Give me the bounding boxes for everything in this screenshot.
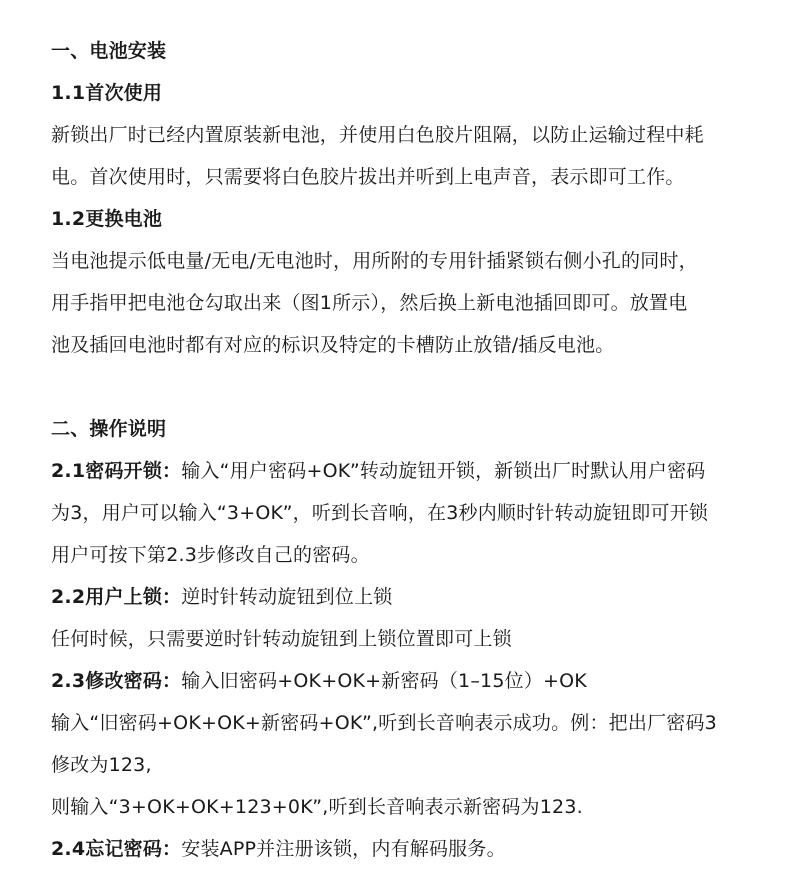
item-text: 输入旧密码+OK+OK+新密码（1–15位）+OK	[181, 670, 587, 692]
item-text: 安装APP并注册该锁，内有解码服务。	[181, 838, 506, 860]
paragraph-line: 任何时候，只需要逆时针转动旋钮到上锁位置即可上锁	[51, 628, 512, 650]
paragraph-line: 输入“旧密码+OK+OK+新密码+OK”,听到长音响表示成功。例：把出厂密码3	[51, 712, 717, 734]
paragraph-line: 为3，用户可以输入“3+OK”，听到长音响，在3秒内顺时针转动旋钮即可开锁	[51, 502, 709, 524]
paragraph-line: 电。首次使用时，只需要将白色胶片拔出并听到上电声音，表示即可工作。	[51, 166, 685, 188]
item-label: 2.4忘记密码：	[51, 838, 182, 860]
item-text: 逆时针转动旋钮到位上锁	[181, 586, 393, 608]
section-title-battery-install: 一、电池安装	[51, 40, 167, 62]
paragraph-line: 池及插回电池时都有对应的标识及特定的卡槽防止放错/插反电池。	[51, 334, 615, 356]
item-forgot-password	[51, 836, 506, 862]
subsection-title-replace-battery: 1.2更换电池	[51, 208, 163, 230]
item-password-unlock	[51, 458, 706, 484]
item-label: 2.3修改密码：	[51, 670, 182, 692]
paragraph-line: 用手指甲把电池仓勾取出来（图1所示），然后换上新电池插回即可。放置电	[51, 292, 688, 314]
item-change-password	[51, 668, 587, 694]
subsection-title-first-use: 1.1首次使用	[51, 82, 163, 104]
item-text: 输入“用户密码+OK”转动旋钮开锁，新锁出厂时默认用户密码	[181, 460, 706, 482]
item-label: 2.2用户上锁：	[51, 586, 182, 608]
paragraph-line: 当电池提示低电量/无电/无电池时，用所附的专用针插紧锁右侧小孔的同时，	[51, 250, 698, 272]
item-label: 2.1密码开锁：	[51, 460, 182, 482]
paragraph-line: 修改为123,	[51, 754, 152, 776]
section-title-operation: 二、操作说明	[51, 418, 167, 440]
paragraph-line: 用户可按下第2.3步修改自己的密码。	[51, 544, 370, 566]
paragraph-line: 新锁出厂时已经内置原装新电池，并使用白色胶片阻隔，以防止运输过程中耗	[51, 124, 704, 146]
item-user-lock	[51, 584, 392, 610]
paragraph-line: 则输入“3+OK+OK+123+0K”,听到长音响表示新密码为123.	[51, 796, 583, 818]
